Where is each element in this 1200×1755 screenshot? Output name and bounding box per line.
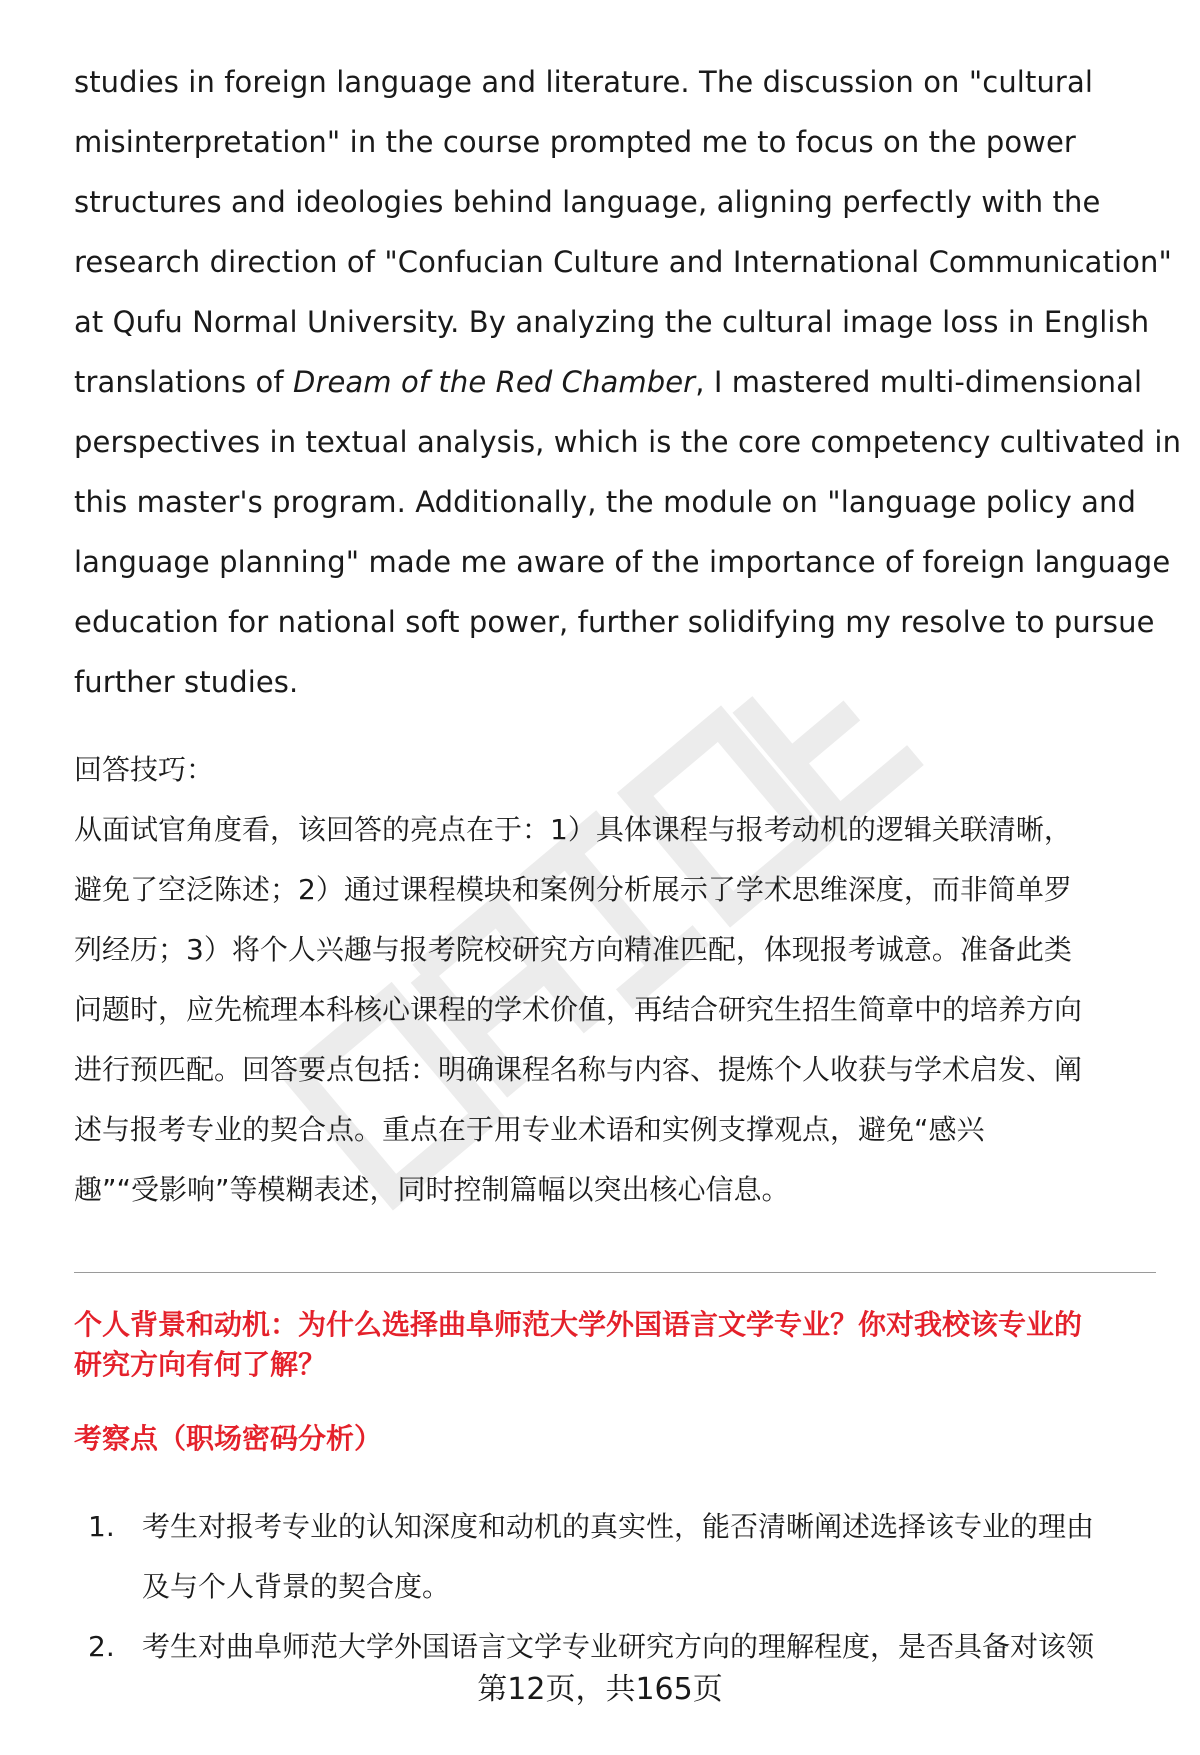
paragraph-line: this master's program. Additionally, the module on "language policy and (74, 485, 1137, 519)
list-item (88, 1617, 1154, 1677)
paragraph-line: further studies. (74, 665, 299, 699)
book-title: Dream of the Red Chamber (293, 365, 696, 399)
tips-line: 避免了空泛陈述；2）通过课程模块和案例分析展示了学术思维深度，而非简单罗 (74, 873, 1072, 906)
list-item-number: 2. (88, 1630, 115, 1663)
paragraph-line: studies in foreign language and literature. The discussion on "cultural (74, 65, 1093, 99)
paragraph-line-with-title (74, 352, 1154, 412)
tips-label: 回答技巧： (74, 753, 215, 786)
paragraph-line: language planning" made me aware of the importance of foreign language (74, 545, 1171, 579)
paragraph-line: misinterpretation" in the course prompted me to focus on the power (74, 125, 1076, 159)
line-text: , I mastered multi-dimensional (695, 365, 1143, 399)
paragraph-line: research direction of "Confucian Culture and International Communication" (74, 245, 1172, 279)
tips-line: 列经历；3）将个人兴趣与报考院校研究方向精准匹配，体现报考诚意。准备此类 (74, 933, 1072, 966)
list-item-line: 考生对曲阜师范大学外国语言文学专业研究方向的理解程度，是否具备对该领 (142, 1630, 1095, 1663)
section-divider (74, 1272, 1156, 1273)
paragraph-line: perspectives in textual analysis, which is the core competency cultivated in (74, 425, 1182, 459)
assessment-points-list (74, 1497, 1154, 1677)
list-item (88, 1497, 1154, 1617)
paragraph-line: at Qufu Normal University. By analyzing the cultural image loss in English (74, 305, 1150, 339)
section-heading: 考察点（职场密码分析） (74, 1422, 383, 1455)
page-content (74, 52, 1182, 1677)
tips-line: 述与报考专业的契合点。重点在于用专业术语和实例支撑观点，避免“感兴 (74, 1113, 985, 1146)
list-item-line: 考生对报考专业的认知深度和动机的真实性，能否清晰阐述选择该专业的理由 (142, 1510, 1095, 1543)
tips-line: 从面试官角度看，该回答的亮点在于：1）具体课程与报考动机的逻辑关联清晰， (74, 813, 1072, 846)
question-line: 个人背景和动机：为什么选择曲阜师范大学外国语言文学专业？你对我校该专业的 (74, 1308, 1083, 1341)
question-heading (74, 1305, 1154, 1385)
page-number-footer: 第12页，共165页 (477, 1672, 723, 1707)
tips-line: 问题时，应先梳理本科核心课程的学术价值，再结合研究生招生简章中的培养方向 (74, 993, 1083, 1026)
tips-paragraph (74, 800, 1154, 1220)
question-line: 研究方向有何了解？ (74, 1348, 327, 1381)
list-item-number: 1. (88, 1510, 115, 1543)
line-text: translations of (74, 365, 294, 399)
tips-line: 进行预匹配。回答要点包括：明确课程名称与内容、提炼个人收获与学术启发、阐 (74, 1053, 1083, 1086)
list-item-line: 及与个人背景的契合度。 (142, 1570, 451, 1603)
paragraph-line: education for national soft power, further solidifying my resolve to pursue (74, 605, 1155, 639)
tips-line: 趣”“受影响”等模糊表述，同时控制篇幅以突出核心信息。 (74, 1173, 790, 1206)
paragraph-line: structures and ideologies behind language, aligning perfectly with the (74, 185, 1101, 219)
answer-continuation-paragraph (74, 52, 1182, 712)
